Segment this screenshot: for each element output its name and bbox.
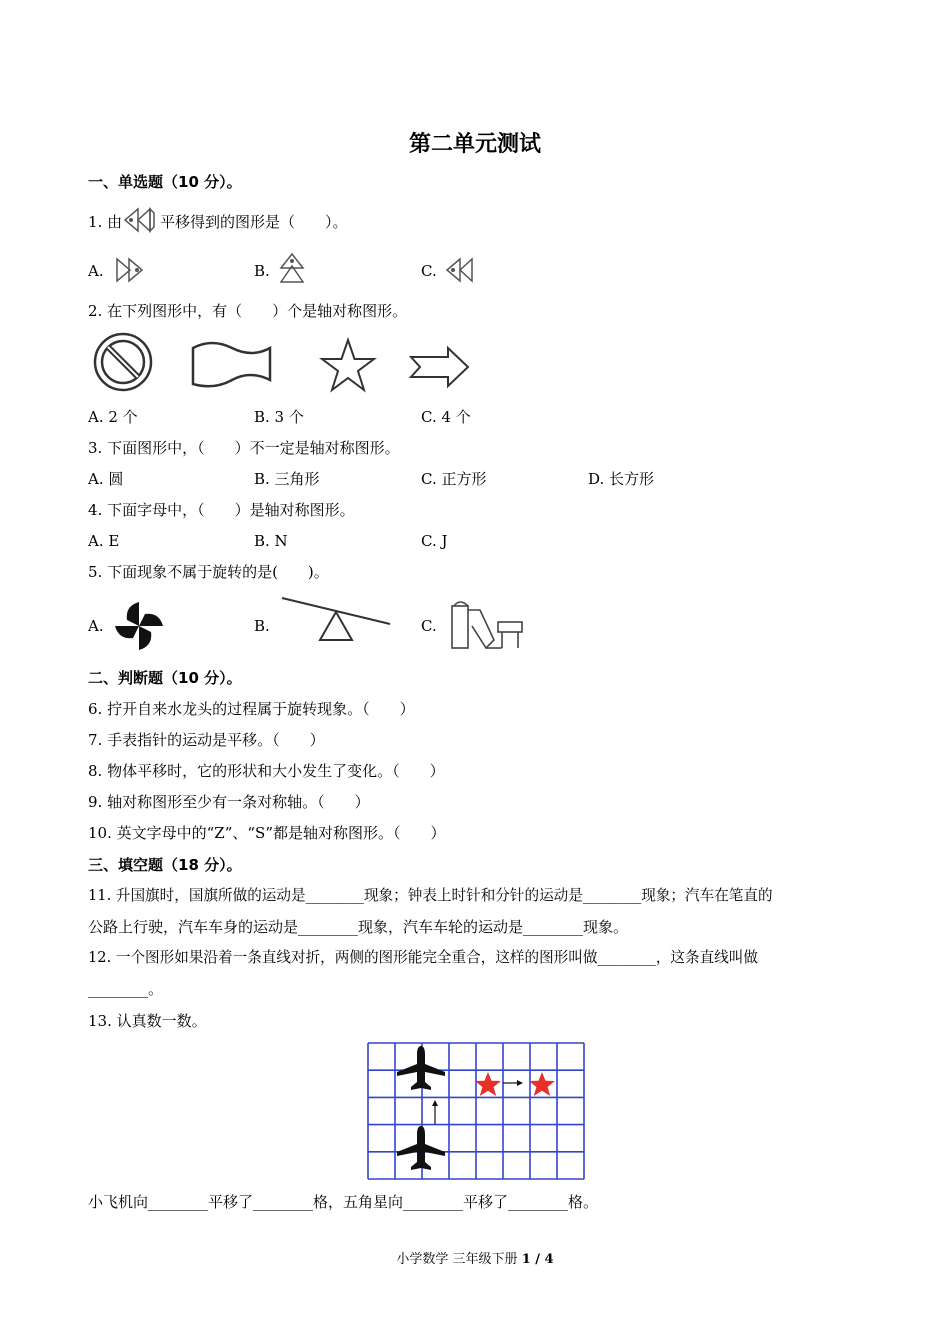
q1-option-a: A. (88, 262, 104, 280)
q13-stem: 13. 认真数一数。 (88, 1012, 207, 1030)
q13-answer-line: 小飞机向________平移了________格，五角星向________平移了________格。 (88, 1193, 599, 1211)
q9: 9. 轴对称图形至少有一条对称轴。（ ） (88, 793, 370, 811)
q1-option-b: B. (254, 262, 270, 280)
q2-option-b: B. 3 个 (254, 408, 304, 426)
q7: 7. 手表指针的运动是平移。（ ） (88, 731, 325, 749)
translation-grid-figure (367, 1042, 585, 1180)
right-arrow-icon (503, 1080, 523, 1086)
up-arrow-icon (432, 1100, 438, 1124)
q4-option-a: A. E (88, 532, 120, 550)
plane-top-icon (397, 1046, 445, 1090)
page-footer (0, 1248, 950, 1267)
no-sign-figure (92, 332, 156, 392)
arrow-figure (408, 345, 472, 389)
q3-option-d: D. 长方形 (588, 470, 655, 488)
q1-option-c-figure (442, 255, 478, 285)
section-2-heading: 二、判断题（10 分）。 (88, 669, 242, 687)
q8: 8. 物体平移时，它的形状和大小发生了变化。（ ） (88, 762, 445, 780)
q5-stem: 5. 下面现象不属于旋转的是( )。 (88, 563, 329, 581)
plane-bottom-icon (397, 1126, 445, 1170)
star-figure (318, 338, 378, 394)
q6: 6. 拧开自来水龙头的过程属于旋转现象。（ ） (88, 700, 415, 718)
pinwheel-figure (113, 600, 165, 652)
flag-figure (190, 340, 274, 390)
q2-option-c: C. 4 个 (421, 408, 471, 426)
q3-option-c: C. 正方形 (421, 470, 487, 488)
q4-option-c: C. J (421, 532, 448, 550)
q5-option-a: A. (88, 617, 104, 635)
q11-line2: 公路上行驶，汽车车身的运动是________现象，汽车车轮的运动是________现象。 (88, 918, 629, 936)
grid-lines (368, 1043, 584, 1179)
q1-stem-pre: 1. 由 (88, 213, 123, 231)
q1-reference-figure (120, 205, 156, 235)
q1-option-a-figure (113, 255, 149, 285)
q3-option-b: B. 三角形 (254, 470, 320, 488)
q4-stem: 4. 下面字母中，（ ）是轴对称图形。 (88, 501, 355, 519)
page-title: 第二单元测试 (408, 132, 541, 157)
q3-stem: 3. 下面图形中，（ ）不一定是轴对称图形。 (88, 439, 400, 457)
q12-line1: 12. 一个图形如果沿着一条直线对折，两侧的图形能完全重合，这样的图形叫做________，这条直线叫做 (88, 949, 758, 966)
q1-option-c: C. (421, 262, 437, 280)
q1-stem-post: 平移得到的图形是（ ）。 (160, 213, 348, 231)
q2-option-a: A. 2 个 (88, 408, 138, 426)
q11-line1: 11. 升国旗时，国旗所做的运动是________现象；钟表上时针和分针的运动是________现象；汽车在笔直的 (88, 887, 773, 904)
q5-option-b: B. (254, 617, 270, 635)
q4-option-b: B. N (254, 532, 288, 550)
q12-line2: ________。 (88, 980, 164, 998)
star-right-icon (529, 1072, 555, 1096)
q3-option-a: A. 圆 (88, 470, 124, 488)
q10: 10. 英文字母中的“Z”、“S”都是轴对称图形。（ ） (88, 824, 446, 842)
slide-figure (446, 596, 528, 652)
q2-stem: 2. 在下列图形中，有（ ）个是轴对称图形。 (88, 302, 408, 320)
page-number: 1 / 4 (521, 1252, 554, 1267)
seesaw-figure (280, 596, 392, 644)
section-3-heading: 三、填空题（18 分）。 (88, 856, 242, 874)
star-left-icon (475, 1072, 501, 1096)
section-1-heading: 一、单选题（10 分）。 (88, 173, 242, 191)
q1-option-b-figure (276, 250, 308, 286)
q5-option-c: C. (421, 617, 437, 635)
footer-text: 小学数学 三年级下册 (396, 1252, 522, 1267)
